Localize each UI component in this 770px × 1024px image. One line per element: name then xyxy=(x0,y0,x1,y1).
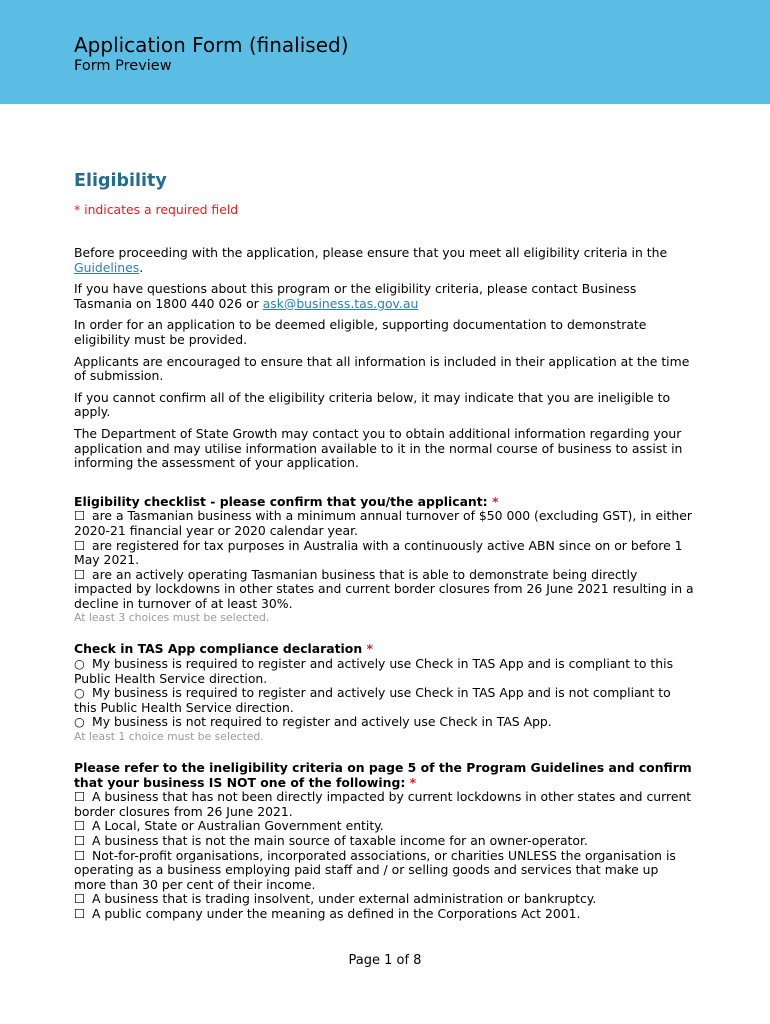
email-link[interactable]: ask@business.tas.gov.au xyxy=(262,295,419,311)
required-star: * xyxy=(491,493,499,509)
option-label: A Local, State or Australian Government entity. xyxy=(92,818,384,834)
checkbox-option[interactable] xyxy=(74,849,694,893)
intro-paragraph: The Department of State Growth may contact you to obtain additional information regarding your application and may utilise information available to it in the normal course of business to assist in informing the assessment of your application. xyxy=(74,425,683,471)
page-number: Page 1 of 8 xyxy=(348,953,422,968)
checkbox-icon[interactable]: ☐ xyxy=(74,847,86,863)
required-star: * xyxy=(409,774,417,790)
validation-hint: At least 1 choice must be selected. xyxy=(74,730,264,744)
checkin-declaration xyxy=(74,642,694,744)
option-label: are a Tasmanian business with a minimum annual turnover of $50 000 (excluding GST), in either 2020-21 financial year or 2020 calendar year. xyxy=(74,508,692,538)
option-label: A business that is not the main source of taxable income for an owner-operator. xyxy=(92,833,588,848)
required-field-note: * indicates a required field xyxy=(74,202,239,217)
checkbox-icon[interactable]: ☐ xyxy=(74,789,86,805)
intro-paragraph: If you cannot confirm all of the eligibility criteria below, it may indicate that you are ineligible to apply. xyxy=(74,389,671,420)
checkbox-option[interactable] xyxy=(74,539,694,568)
ineligibility-criteria xyxy=(74,761,694,922)
checkbox-option[interactable] xyxy=(74,568,694,612)
option-label: My business is required to register and actively use Check in TAS App and is compliant to this Public Health Service direction. xyxy=(74,656,674,686)
question-label xyxy=(74,642,694,657)
eligibility-checklist xyxy=(74,495,694,626)
checkbox-option[interactable] xyxy=(74,892,694,907)
section-title: Eligibility xyxy=(74,171,167,191)
radio-option[interactable] xyxy=(74,686,694,715)
radio-option[interactable] xyxy=(74,657,694,686)
option-label: A public company under the meaning as defined in the Corporations Act 2001. xyxy=(92,905,581,921)
checkbox-icon[interactable]: ☐ xyxy=(74,891,86,907)
checkbox-icon[interactable]: ☐ xyxy=(74,818,86,834)
checkbox-option[interactable] xyxy=(74,907,694,922)
intro-paragraph: Applicants are encouraged to ensure that all information is included in their application at the time of submission. xyxy=(74,353,690,384)
checkbox-icon[interactable]: ☐ xyxy=(74,905,86,921)
intro-paragraph xyxy=(74,282,694,311)
intro-text-span: Before proceeding with the application, please ensure that you meet all eligibility criteria in the xyxy=(74,245,668,260)
form-content xyxy=(74,170,694,922)
required-star: * xyxy=(366,641,373,657)
intro-paragraph xyxy=(74,246,694,275)
page-header xyxy=(0,0,770,104)
option-label: My business is required to register and actively use Check in TAS App and is not compliant to this Public Health Service direction. xyxy=(74,685,671,715)
checkbox-option[interactable] xyxy=(74,819,694,834)
intro-text-span: . xyxy=(139,259,144,275)
checkbox-icon[interactable]: ☐ xyxy=(74,566,86,582)
checkbox-icon[interactable]: ☐ xyxy=(74,537,86,553)
radio-icon[interactable]: ○ xyxy=(74,656,85,672)
checkbox-icon[interactable]: ☐ xyxy=(74,508,86,524)
form-title: Application Form (finalised) xyxy=(74,33,349,57)
checkbox-option[interactable] xyxy=(74,790,694,819)
checkbox-option[interactable] xyxy=(74,509,694,538)
guidelines-link[interactable]: Guidelines xyxy=(74,259,140,275)
question-text: Check in TAS App compliance declaration xyxy=(74,641,363,657)
option-label: are registered for tax purposes in Australia with a continuously active ABN since on or before 1 May 2021. xyxy=(74,537,683,568)
intro-text xyxy=(74,246,694,471)
option-label: Not-for-profit organisations, incorporated associations, or charities UNLESS the organisation is operating as a business employing paid staff and / or selling goods and services that make up more than 30 per cent of their income. xyxy=(74,847,676,892)
question-label xyxy=(74,761,694,790)
intro-paragraph: In order for an application to be deemed eligible, supporting documentation to demonstrate eligibility must be provided. xyxy=(74,317,647,347)
option-label: My business is not required to register and actively use Check in TAS App. xyxy=(92,714,552,730)
form-subtitle: Form Preview xyxy=(74,58,172,74)
radio-icon[interactable]: ○ xyxy=(74,714,85,730)
radio-icon[interactable]: ○ xyxy=(74,685,85,701)
question-label xyxy=(74,495,694,510)
option-label: A business that has not been directly impacted by current lockdowns in other states and current border closures from 26 June 2021. xyxy=(74,789,692,819)
radio-option[interactable] xyxy=(74,715,694,730)
question-text: Please refer to the ineligibility criteria on page 5 of the Program Guidelines and confirm that your business IS NOT one of the following: xyxy=(74,760,692,790)
checkbox-icon[interactable]: ☐ xyxy=(74,833,86,848)
question-text: Eligibility checklist - please confirm that you/the applicant: xyxy=(74,493,488,509)
option-label: are an actively operating Tasmanian business that is able to demonstrate being directly impacted by lockdowns in other states and current border closures from 26 June 2021 resulting in a decline in turnover of at least 30%. xyxy=(74,566,694,611)
validation-hint: At least 3 choices must be selected. xyxy=(74,611,270,625)
intro-text-span: If you have questions about this program or the eligibility criteria, please contact Business Tasmania on 1800 440 026 or xyxy=(74,281,637,311)
option-label: A business that is trading insolvent, under external administration or bankruptcy. xyxy=(92,891,597,907)
checkbox-option[interactable] xyxy=(74,834,694,849)
